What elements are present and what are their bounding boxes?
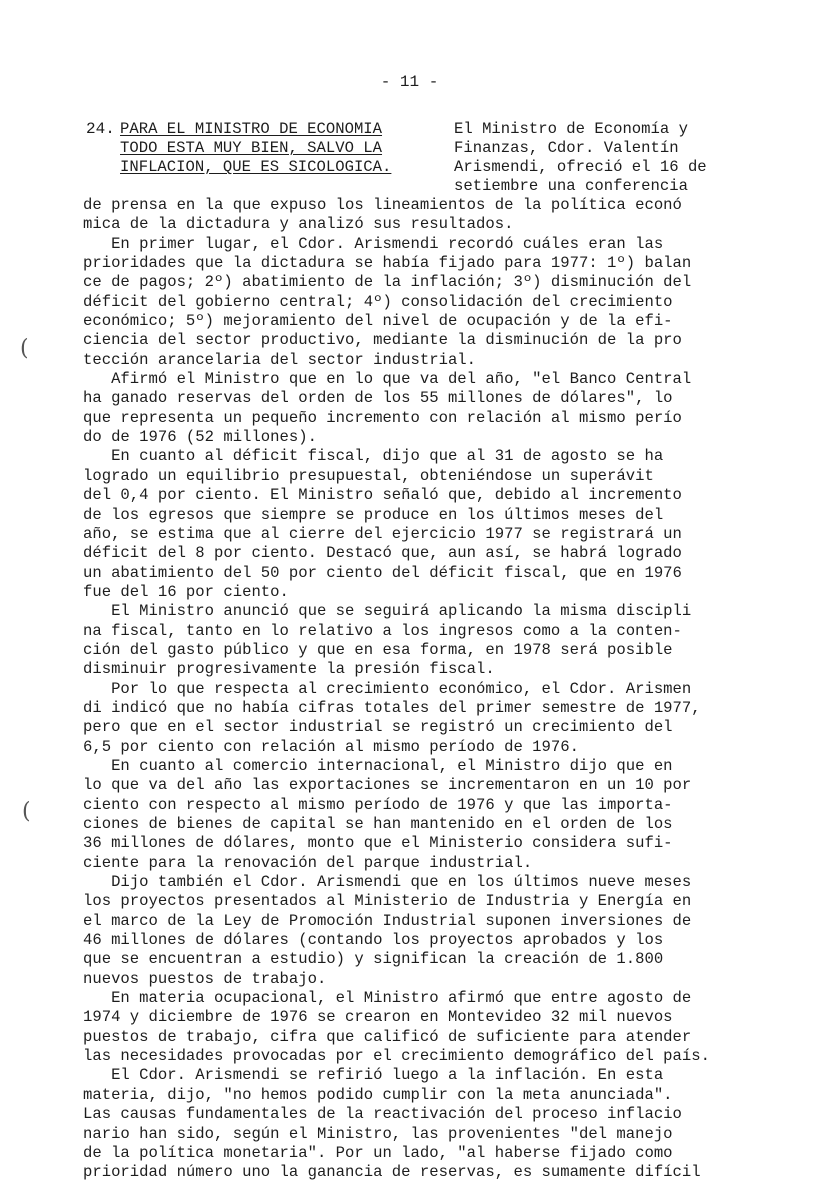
body-line: prioridades que la dictadura se había fijado para 1977: 1º) balan — [83, 254, 692, 273]
body-line: nario han sido, según el Ministro, las provenientes "del manejo — [83, 1124, 673, 1143]
article-intro-column — [454, 120, 754, 196]
article-headline — [120, 120, 420, 177]
body-line: económico; 5º) mejoramiento del nivel de ocupación y de la efi- — [83, 312, 673, 331]
item-number: 24. — [86, 120, 115, 138]
body-line: Dijo también el Cdor. Arismendi que en los últimos nueve meses — [83, 873, 692, 892]
body-line: déficit del 8 por ciento. Destacó que, aun así, se habrá logrado — [83, 544, 682, 563]
body-line: Afirmó el Ministro que en lo que va del año, "el Banco Central — [83, 370, 692, 389]
body-line: di indicó que no había cifras totales del primer semestre de 1977, — [83, 698, 701, 717]
body-line: ciencia del sector productivo, mediante la disminución de la pro — [83, 331, 682, 350]
body-line: ciente para la renovación del parque industrial. — [83, 853, 533, 872]
body-line: ciento con respecto al mismo período de 1976 y que las importa- — [83, 795, 673, 814]
body-line: fue del 16 por ciento. — [83, 582, 289, 601]
body-line: de la política monetaria". Por un lado, "al haberse fijado como — [83, 1143, 673, 1162]
body-line: ciones de bienes de capital se han mantenido en el orden de los — [83, 815, 673, 833]
body-line: materia, dijo, "no hemos podido cumplir con la meta anunciada". — [83, 1085, 673, 1104]
body-line: prioridad número uno la ganancia de reservas, es sumamente difícil — [83, 1163, 701, 1182]
body-line: puestos de trabajo, cifra que calificó de suficiente para atender — [83, 1027, 692, 1046]
headline-line: TODO ESTA MUY BIEN, SALVO LA — [120, 139, 383, 157]
body-line: un abatimiento del 50 por ciento del déficit fiscal, que en 1976 — [83, 563, 682, 582]
body-line: 1974 y diciembre de 1976 se crearon en Montevideo 32 mil nuevos — [83, 1008, 673, 1027]
body-line: déficit del gobierno central; 4º) consolidación del crecimiento — [83, 292, 673, 311]
body-line: del 0,4 por ciento. El Ministro señaló que, debido al incremento — [83, 486, 682, 505]
body-line: ción del gasto público y que en esa forma, en 1978 será posible — [83, 640, 673, 659]
body-line: pero que en el sector industrial se registró un crecimiento del — [83, 718, 673, 737]
intro-line: El Ministro de Economía y — [454, 120, 688, 138]
body-line: En materia ocupacional, el Ministro afirmó que entre agosto de — [83, 989, 692, 1008]
body-line: 6,5 por ciento con relación al mismo período de 1976. — [83, 737, 579, 756]
margin-mark: ( — [20, 336, 29, 361]
body-line: las necesidades provocadas por el crecimiento demográfico del país. — [83, 1047, 710, 1066]
body-line: El Cdor. Arismendi se refirió luego a la inflación. En esta — [83, 1066, 664, 1085]
body-line: lo que va del año las exportaciones se incrementaron en un 10 por — [83, 776, 692, 795]
intro-line: setiembre una conferencia — [454, 177, 688, 195]
body-line: En primer lugar, el Cdor. Arismendi recordó cuáles eran las — [83, 234, 664, 253]
intro-line: Arismendi, ofreció el 16 de — [454, 158, 707, 176]
article-body — [83, 196, 743, 1183]
body-line: de prensa en la que expuso los lineamientos de la política econó — [83, 196, 682, 214]
body-line: El Ministro anunció que se seguirá aplicando la misma discipli — [83, 602, 692, 621]
body-line: Por lo que respecta al crecimiento económico, el Cdor. Arismen — [83, 679, 692, 698]
body-line: que se encuentran a estudio) y significan la creación de 1.800 — [83, 950, 664, 969]
body-line: el marco de la Ley de Promoción Industrial suponen inversiones de — [83, 911, 692, 930]
body-line: logrado un equilibrio presupuestal, obteniéndose un superávit — [83, 466, 654, 485]
page-number: - 11 - — [380, 73, 439, 91]
body-line: que representa un pequeño incremento con relación al mismo perío — [83, 408, 682, 427]
intro-line: Finanzas, Cdor. Valentín — [454, 139, 679, 157]
body-line: do de 1976 (52 millones). — [83, 428, 317, 447]
body-line: disminuir progresivamente la presión fiscal. — [83, 660, 495, 679]
body-line: tección arancelaria del sector industrial. — [83, 350, 477, 369]
body-line: nuevos puestos de trabajo. — [83, 969, 327, 988]
body-line: En cuanto al déficit fiscal, dijo que al 31 de agosto se ha — [83, 447, 664, 466]
body-line: los proyectos presentados al Ministerio de Industria y Energía en — [83, 892, 692, 911]
headline-line: PARA EL MINISTRO DE ECONOMIA — [120, 120, 383, 138]
body-line: na fiscal, tanto en lo relativo a los ingresos como a la conten- — [83, 621, 682, 640]
body-line: Las causas fundamentales de la reactivación del proceso inflacio — [83, 1105, 682, 1124]
body-line: En cuanto al comercio internacional, el Ministro dijo que en — [83, 756, 673, 775]
body-line: mica de la dictadura y analizó sus resultados. — [83, 215, 514, 234]
headline-line: INFLACION, QUE ES SICOLOGICA. — [120, 158, 392, 176]
body-line: ha ganado reservas del orden de los 55 millones de dólares", lo — [83, 389, 673, 408]
body-line: de los egresos que siempre se produce en los últimos meses del — [83, 505, 664, 524]
body-line: 46 millones de dólares (contando los proyectos aprobados y los — [83, 931, 664, 950]
body-line: año, se estima que al cierre del ejercicio 1977 se registrará un — [83, 524, 682, 543]
body-line: 36 millones de dólares, monto que el Ministerio considera sufi- — [83, 834, 673, 853]
margin-mark: ( — [22, 799, 31, 824]
body-line: ce de pagos; 2º) abatimiento de la inflación; 3º) disminución del — [83, 273, 692, 292]
